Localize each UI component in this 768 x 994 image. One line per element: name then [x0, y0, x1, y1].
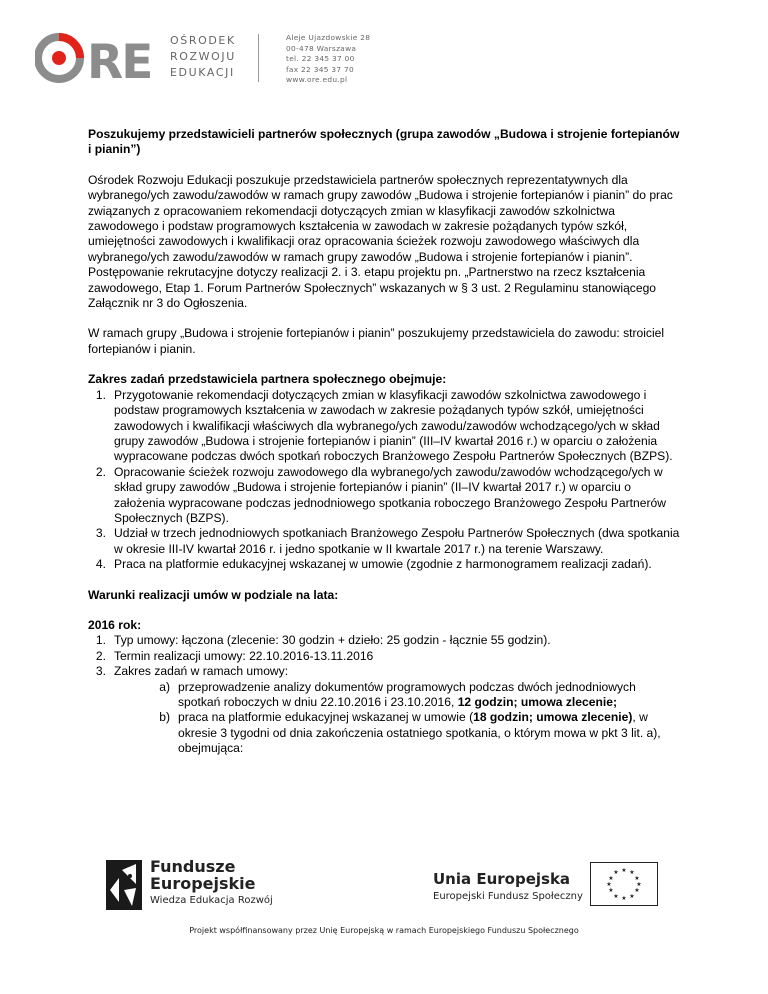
list-item	[88, 526, 680, 557]
svg-text:★: ★	[629, 893, 635, 900]
list-item-text: Praca na platformie edukacyjnej wskazanej w umowie (zgodnie z harmonogramem realizacji zadań).	[114, 557, 652, 572]
list-item-text: Zakres zadań w ramach umowy:	[114, 664, 289, 679]
ore-logo	[35, 30, 160, 86]
sub-list-item	[88, 710, 680, 756]
list-item	[88, 664, 680, 679]
sub-list-text: przeprowadzenie analizy dokumentów programowych podczas dwóch jednodniowych spotkań roboczych w dniu 22.10.2016 i 23.10.2016,	[178, 679, 636, 709]
group-paragraph: W ramach grupy „Budowa i strojenie fortepianów i pianin” poszukujemy przedstawiciela do zawodu: stroiciel fortepianów i pianin.	[88, 326, 665, 356]
svg-text:★: ★	[608, 887, 614, 894]
list-number: 3.	[95, 526, 106, 541]
website-link[interactable]: www.ore.edu.pl	[286, 75, 348, 84]
svg-text:★: ★	[634, 875, 640, 882]
svg-text:★: ★	[629, 869, 635, 876]
intro-paragraph: Ośrodek Rozwoju Edukacji poszukuje przedstawiciela partnerów społecznych reprezentatywnych dla wybranego/ych zawodu/zawodów w ramach grupy zawodów „Budowa i strojenie fortepianów i pianin” do prac związanych z opracowaniem rekomendacji dotyczących zmian w klasyfikacji zawodów szkolnictwa zawodowego i podstaw programowych kształcenia w zawodach w zakresie pożądanych typów szkół, umiejętności zawodowych i kwalifikacji oraz opracowania ścieżek rozwoju zawodowego właściwych dla wybranego/ych zawodu/zawodów w ramach grupy zawodów „Budowa i strojenie fortepianów i pianin”.	[88, 172, 673, 264]
fe-logo-tagline: Wiedza Edukacja Rozwój	[150, 895, 273, 906]
sub-list-bold: 18 godzin; umowa zlecenie)	[473, 710, 633, 725]
list-number: 4.	[95, 557, 106, 572]
eu-logo-text	[433, 870, 583, 902]
list-item-text: Termin realizacji umowy: 22.10.2016-13.11.2016	[114, 648, 374, 663]
sub-list-text: praca na platformie edukacyjnej wskazanej w umowie (	[178, 710, 474, 725]
svg-text:★: ★	[613, 869, 619, 876]
sub-list-letter: b)	[159, 710, 170, 725]
header-divider	[258, 34, 259, 82]
list-item	[88, 649, 680, 664]
eu-title: Unia Europejska	[433, 870, 571, 888]
svg-text:★: ★	[621, 867, 627, 874]
list-number: 1.	[95, 633, 106, 648]
eu-flag-icon	[590, 862, 658, 906]
address-block	[286, 33, 370, 86]
list-item-text: Typ umowy: łączona (zlecenie: 30 godzin + dzieło: 25 godzin - łącznie 55 godzin).	[114, 633, 551, 648]
list-number: 3.	[95, 664, 106, 679]
list-item	[88, 557, 680, 572]
org-name-line: EDUKACJI	[170, 66, 235, 79]
svg-text:★: ★	[634, 887, 640, 894]
procedure-paragraph: Postępowanie rekrutacyjne dotyczy realizacji 2. i 3. etapu projektu pn. „Partnerstwo na rzecz kształcenia zawodowego, Etap 1. Forum Partnerów Społecznych” wskazanych w § 3 ust. 2 Regulaminu stanowiącego Załącznik nr 3 do Ogłoszenia.	[88, 265, 657, 311]
ore-logo-mark	[38, 37, 80, 79]
org-name	[170, 33, 236, 81]
fe-logo-line: Europejskie	[150, 874, 256, 893]
list-item	[88, 388, 680, 465]
list-number: 1.	[95, 387, 106, 402]
tasks-heading: Zakres zadań przedstawiciela partnera społecznego obejmuje:	[88, 372, 447, 387]
svg-text:★: ★	[608, 875, 614, 882]
list-item-text: Przygotowanie rekomendacji dotyczących zmian w klasyfikacji zawodów szkolnictwa zawodowego i podstaw programowych kształcenia w zawodach w zakresie pożądanych typów szkół, umiejętności zawodowych i kwalifikacji właściwych dla wybranego/ych zawodu/zawodów wchodzącego/ych w skład grupy zawodów „Budowa i strojenie fortepianów i pianin” (III–IV kwartał 2016 r.) w oparciu o założenia wypracowane podczas dwóch spotkań roboczych Branżowego Zespołu Partnerów Społecznych (BZPS).	[114, 387, 673, 464]
svg-text:RE: RE	[87, 35, 152, 86]
address-line: 00-478 Warszawa	[286, 43, 357, 53]
list-number: 2.	[95, 648, 106, 663]
list-item-text: Udział w trzech jednodniowych spotkaniach Branżowego Zespołu Partnerów Społecznych (dwa spotkania w okresie III-IV kwartał 2016 r. i jedno spotkanie w II kwartale 2017 r.) na terenie Warszawy.	[114, 526, 680, 556]
footer-note: Projekt współfinansowany przez Unię Europejską w ramach Europejskiego Funduszu Społecznego	[189, 926, 579, 935]
sub-list-item	[88, 680, 680, 711]
conditions-heading: Warunki realizacji umów w podziale na lata:	[88, 587, 339, 602]
list-item	[88, 465, 680, 527]
sub-list-text: , w okresie 3 tygodni od dnia zakończenia ostatniego spotkania, o którym mowa w pkt 3 lit. a), obejmująca:	[178, 710, 661, 756]
eu-subtitle: Europejski Fundusz Społeczny	[433, 891, 583, 902]
svg-text:★: ★	[606, 881, 612, 888]
sub-list-bold: 12 godzin; umowa zlecenie;	[457, 695, 617, 709]
org-name-line: OŚRODEK	[170, 34, 236, 47]
year-heading: 2016 rok:	[88, 617, 142, 632]
svg-text:★: ★	[621, 895, 627, 902]
fundusze-europejskie-icon	[106, 860, 142, 910]
document-body	[88, 127, 680, 757]
scope-sublist	[88, 680, 680, 757]
sub-list-letter: a)	[159, 679, 170, 694]
address-line: fax 22 345 37 70	[286, 64, 355, 74]
list-item-text: Opracowanie ścieżek rozwoju zawodowego dla wybranego/ych zawodu/zawodów wchodzącego/ych w skład grupy zawodów „Budowa i strojenie fortepianów i pianin” (II–IV kwartał 2017 r.) w oparciu o założenia wypracowane podczas jednodniowego spotkania roboczego Branżowego Zespołu Partnerów Społecznych (BZPS).	[114, 464, 666, 525]
address-line: Aleje Ujazdowskie 28	[286, 33, 371, 42]
document-title: Poszukujemy przedstawicieli partnerów społecznych (grupa zawodów „Budowa i strojenie fortepianów i pianin”)	[88, 127, 680, 157]
fundusze-europejskie-logo	[150, 858, 273, 906]
address-line: tel. 22 345 37 00	[286, 54, 355, 63]
org-name-line: ROZWOJU	[170, 50, 236, 63]
list-number: 2.	[95, 464, 106, 479]
conditions-list	[88, 633, 680, 679]
fe-logo-line: Fundusze	[150, 857, 236, 876]
letterhead	[0, 0, 768, 100]
svg-text:★: ★	[613, 893, 619, 900]
tasks-list	[88, 388, 680, 573]
list-item	[88, 633, 680, 648]
svg-text:★: ★	[636, 881, 642, 888]
